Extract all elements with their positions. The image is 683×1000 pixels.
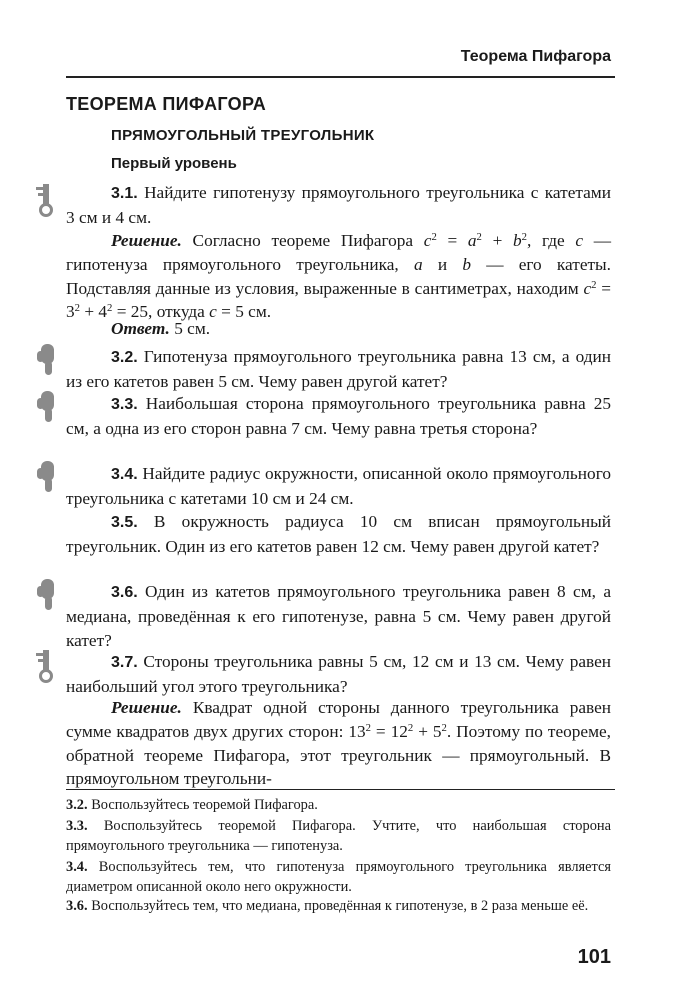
problem-text: Стороны треугольника равны 5 см, 12 см и 13 см. Чему равен наибольший угол этого треугольника? [66,652,612,696]
solution-3-7 [66,696,611,791]
section-title: ТЕОРЕМА ПИФАГОРА [66,94,266,114]
footnote-3-4 [66,858,611,897]
problem-3-6 [66,580,611,652]
page-number: 101 [577,946,611,968]
footnote-text: Воспользуйтесь теоремой Пифагора. Учтите, что наибольшая сторона прямоугольного треугольника — гипотенуза. [66,818,611,854]
running-head: Теорема Пифагора [460,48,611,65]
problem-number: 3.7. [111,654,138,671]
footnote-number: 3.2. [66,797,88,813]
hint-hand-icon [36,460,56,494]
footnote-text: Воспользуйтесь тем, что гипотенуза прямоугольного треугольника является диаметром описанной около него окружности. [66,859,611,895]
problem-3-1 [66,181,611,230]
footnote-3-6 [66,897,611,917]
footnote-text: Воспользуйтесь теоремой Пифагора. [91,797,318,813]
problem-text: В окружность радиуса 10 см вписан прямоугольный треугольник. Один из его катетов равен 12 см. Чему равен другой катет? [66,512,611,556]
problem-text: Гипотенуза прямоугольного треугольника равна 13 см, а один из его катетов равен 5 см. Чему равен другой катет? [66,347,611,391]
key-icon [36,183,56,217]
level-heading: Первый уровень [111,155,237,172]
solution-text: Квадрат одной стороны данного треугольника равен сумме квадратов двух других сторон: $13^2 = 12^2 + 5^2$. Поэтому по теореме, обратной теореме Пифагора, этот треугольник — прямоугольный. В прямоугольном треугольни- [66,698,611,789]
problem-3-2 [66,345,611,394]
key-icon [36,649,56,683]
problem-3-5 [66,510,611,559]
answer-3-1 [66,317,611,341]
problem-number: 3.3. [111,396,138,413]
footnote-number: 3.6. [66,898,88,914]
problem-number: 3.6. [111,584,138,601]
problem-text: Один из катетов прямоугольного треугольника равен 8 см, а медиана, проведённая к его гипотенузе, равна 5 см. Чему равен другой катет? [66,582,611,650]
problem-number: 3.1. [111,185,138,202]
hint-hand-icon [36,578,56,612]
footnote-divider [66,789,615,790]
solution-label: Решение. [111,231,182,250]
solution-label: Решение. [111,698,182,717]
footnote-3-2 [66,796,611,816]
problem-text: Наибольшая сторона прямоугольного треугольника равна 25 см, а одна из его сторон равна 7 см. Чему равна третья сторона? [66,394,611,438]
footnote-3-3 [66,817,611,856]
footnote-number: 3.4. [66,859,88,875]
answer-label: Ответ. [111,319,170,338]
problem-3-7 [66,650,611,699]
footnote-number: 3.3. [66,818,88,834]
solution-3-1 [66,229,611,324]
header-divider [66,76,615,78]
problem-number: 3.4. [111,466,138,483]
problem-text: Найдите гипотенузу прямоугольного треугольника с катетами 3 см и 4 см. [66,183,611,227]
problem-3-3 [66,392,611,441]
problem-text: Найдите радиус окружности, описанной около прямоугольного треугольника с катетами 10 см и 24 см. [66,464,611,508]
footnote-text: Воспользуйтесь тем, что медиана, проведённая к гипотенузе, в 2 раза меньше её. [91,898,589,914]
hint-hand-icon [36,343,56,377]
problem-3-4 [66,462,611,511]
hint-hand-icon [36,390,56,424]
problem-number: 3.2. [111,349,138,366]
solution-text: Согласно теореме Пифагора $c^2 = a^2 + b^2$, где c — гипотенуза прямоугольного треугольника, a и b — его катеты. Подставляя данные из условия, выраженные в сантиметрах, находим $c^2 = 3^2 + 4^2 = 25$, откуда c = 5 см. [66,231,611,322]
problem-number: 3.5. [111,514,138,531]
answer-text: 5 см. [174,319,211,338]
subsection-title: ПРЯМОУГОЛЬНЫЙ ТРЕУГОЛЬНИК [111,127,375,144]
